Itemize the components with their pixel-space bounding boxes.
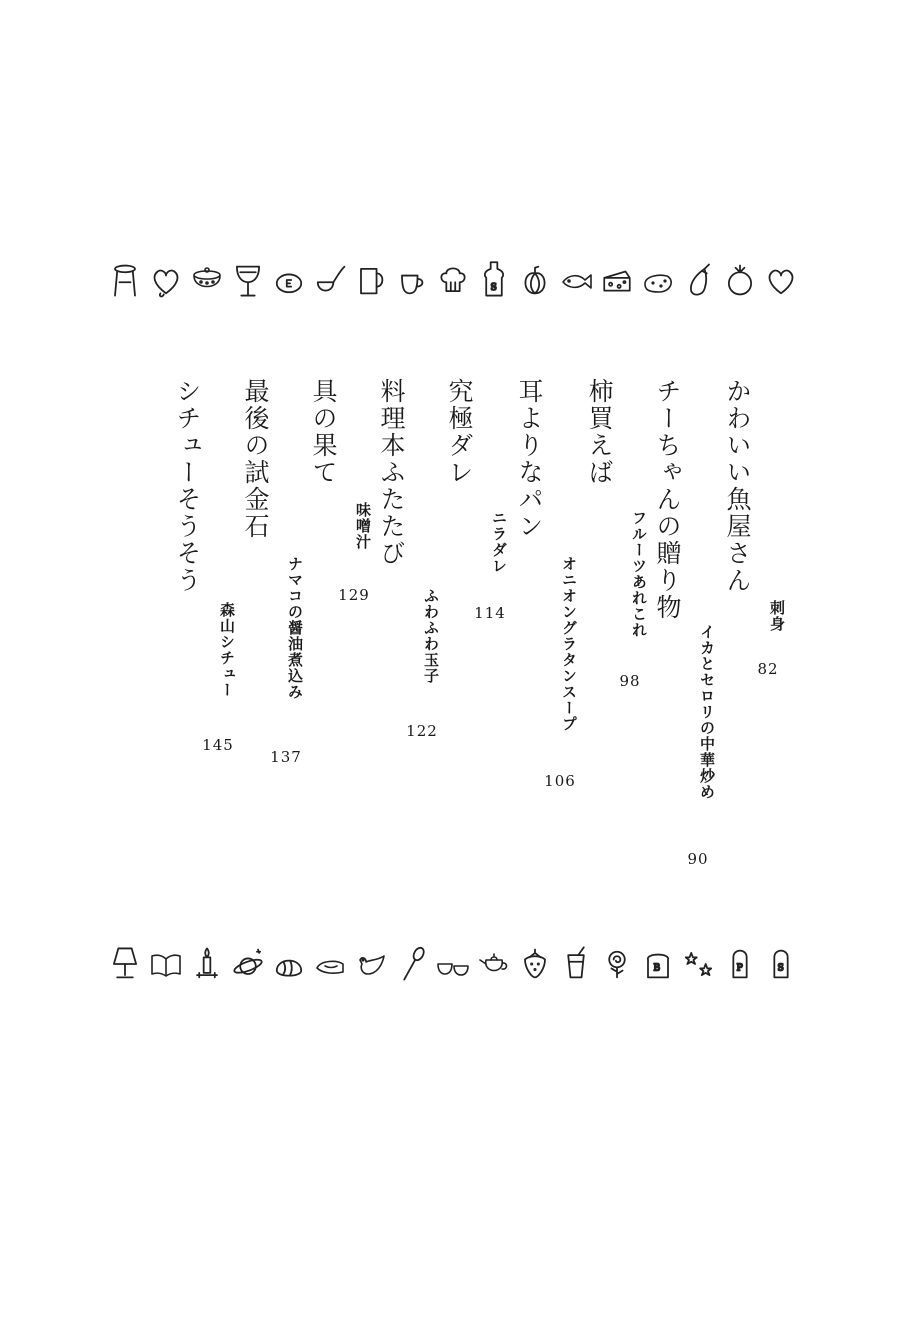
fish-fillet-icon	[313, 944, 347, 984]
entry-page-number: 106	[544, 772, 576, 790]
entry-title: 料理本ふたたび	[377, 378, 406, 567]
heart-face-icon	[149, 260, 183, 300]
svg-text:S: S	[490, 283, 497, 293]
entry-page-number: 82	[757, 660, 779, 678]
top-icon-row	[108, 256, 798, 304]
wine-glass-icon	[231, 260, 265, 300]
entry-title: チーちゃんの贈り物	[653, 378, 682, 621]
mug-icon	[354, 260, 388, 300]
svg-text:S: S	[777, 963, 784, 974]
entry-subtitle: ふわふわ玉子	[422, 588, 440, 684]
entry-subtitle: 森山シチュー	[218, 602, 236, 698]
entry-page-number: 98	[619, 672, 641, 690]
spoon-icon	[395, 944, 429, 984]
planet-icon	[231, 944, 265, 984]
candle-icon	[190, 944, 224, 984]
entry-subtitle: イカとセロリの中華炒め	[698, 624, 716, 800]
fish-icon	[559, 260, 593, 300]
bird-icon	[354, 944, 388, 984]
stars-icon	[682, 944, 716, 984]
potato-icon	[641, 260, 675, 300]
heart-icon	[764, 260, 798, 300]
bottom-icon-row	[108, 940, 798, 988]
pumpkin-icon	[518, 260, 552, 300]
entry-page-number: 137	[270, 748, 302, 766]
entry-title: かわいい魚屋さん	[723, 378, 752, 594]
tomato-icon	[723, 260, 757, 300]
toast-icon	[641, 944, 675, 984]
eggplant-icon	[682, 260, 716, 300]
entry-title: シチューそうそう	[173, 378, 202, 594]
ladle-icon	[313, 260, 347, 300]
entry-page-number: 90	[687, 850, 709, 868]
salt-shaker-small-icon	[764, 944, 798, 984]
salt-shaker-icon	[477, 260, 511, 300]
entry-subtitle: 味噌汁	[354, 502, 372, 550]
entry-page-number: 122	[406, 722, 438, 740]
svg-text:B: B	[653, 963, 661, 974]
entry-title: 具の果て	[309, 378, 338, 486]
entry-title: 耳よりなパン	[515, 378, 544, 540]
toc-entry[interactable]	[152, 378, 248, 898]
lamp-icon	[108, 944, 142, 984]
cheese-icon	[600, 260, 634, 300]
entry-page-number: 114	[474, 604, 506, 622]
entry-subtitle: ニラダレ	[490, 510, 508, 574]
entry-title: 柿買えば	[585, 378, 614, 486]
pepper-shaker-icon	[723, 944, 757, 984]
bowls-icon	[436, 944, 470, 984]
stool-icon	[108, 260, 142, 300]
entry-subtitle: フルーツあれこれ	[630, 510, 648, 638]
strawberry-icon	[518, 944, 552, 984]
entry-subtitle: ナマコの醤油煮込み	[286, 556, 304, 700]
svg-text:P: P	[736, 963, 743, 974]
entry-subtitle: オニオングラタンスープ	[560, 556, 578, 732]
entry-title: 究極ダレ	[445, 378, 474, 486]
entry-page-number: 145	[202, 736, 234, 754]
entry-page-number: 129	[338, 586, 370, 604]
chef-hat-icon	[436, 260, 470, 300]
pot-icon	[190, 260, 224, 300]
cup-icon	[395, 260, 429, 300]
drink-glass-icon	[559, 944, 593, 984]
bread-bun-icon	[272, 944, 306, 984]
open-book-icon	[149, 944, 183, 984]
teapot-icon	[477, 944, 511, 984]
egg-icon	[272, 260, 306, 300]
entry-title: 最後の試金石	[241, 378, 270, 540]
entry-subtitle: 刺身	[768, 600, 786, 632]
rose-icon	[600, 944, 634, 984]
